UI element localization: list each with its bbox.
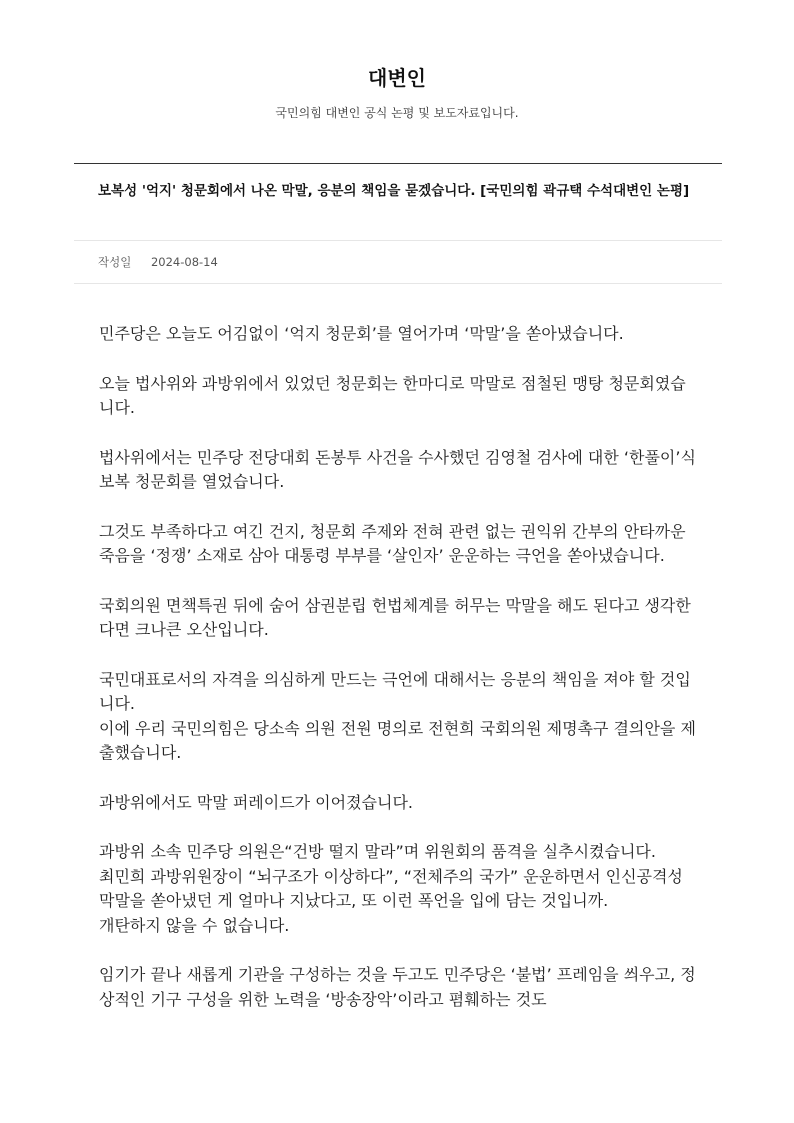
date-label: 작성일 [98,255,132,269]
article-body [99,322,701,1037]
body-line: 개탄하지 않을 수 없습니다. [99,915,290,935]
body-line: 오늘 법사위와 과방위에서 있었던 청문회는 한마디로 막말로 점철된 맹탕 청문회였습니다. [99,373,686,417]
body-line: 최민희 과방위원장이 “뇌구조가 이상하다”, “전체주의 국가” 운운하면서 인신공격성 막말을 쏟아냈던 게 얼마나 지났다고, 또 이런 폭언을 입에 담는 것입니까. [99,866,683,910]
divider [74,283,722,284]
post-date: 2024-08-14 [150,255,218,269]
body-paragraph [99,446,701,495]
divider [74,240,722,241]
body-paragraph [99,594,701,643]
post-title: 보복성 '억지' 청문회에서 나온 막말, 응분의 책임을 묻겠습니다. [국민의힘 곽규택 수석대변인 논평] [98,183,690,199]
site-description: 국민의힘 대변인 공식 논평 및 보도자료입니다. [275,106,519,120]
divider [74,163,722,164]
body-line: 과방위에서도 막말 퍼레이드가 이어졌습니다. [99,792,414,812]
body-paragraph [99,372,701,421]
body-paragraph [99,520,701,569]
body-paragraph [99,668,701,766]
body-line: 그것도 부족하다고 여긴 건지, 청문회 주제와 전혀 관련 없는 권익위 간부의 안타까운 죽음을 ‘정쟁’ 소재로 삼아 대통령 부부를 ‘살인자’ 운운하는 극언을 쏟아냈습니다. [99,521,686,565]
body-paragraph [99,963,701,1012]
post-meta [98,254,218,270]
body-line: 국회의원 면책특권 뒤에 숨어 삼권분립 헌법체계를 허무는 막말을 해도 된다고 생각한다면 크나큰 오산입니다. [99,595,691,639]
body-line: 과방위 소속 민주당 의원은“건방 떨지 말라”며 위원회의 품격을 실추시켰습니다. [99,842,656,861]
body-line: 이에 우리 국민의힘은 당소속 의원 전원 명의로 전현희 국회의원 제명촉구 결의안을 제출했습니다. [99,718,696,762]
body-line: 임기가 끝나 새롭게 기관을 구성하는 것을 두고도 민주당은 ‘불법’ 프레임을 씌우고, 정상적인 기구 구성을 위한 노력을 ‘방송장악’이라고 폄훼하는 것도 [99,965,696,1009]
body-paragraph [99,322,701,347]
body-line: 국민대표로서의 자격을 의심하게 만드는 극언에 대해서는 응분의 책임을 져야 할 것입니다. [99,669,691,713]
body-paragraph [99,791,701,816]
body-paragraph [99,840,701,938]
site-title[interactable]: 대변인 [368,66,426,90]
body-line: 민주당은 오늘도 어김없이 ‘억지 청문회’를 열어가며 ‘막말’을 쏟아냈습니다. [99,324,624,343]
body-line: 법사위에서는 민주당 전당대회 돈봉투 사건을 수사했던 김영철 검사에 대한 ‘한풀이’식 보복 청문회를 열었습니다. [99,447,696,491]
